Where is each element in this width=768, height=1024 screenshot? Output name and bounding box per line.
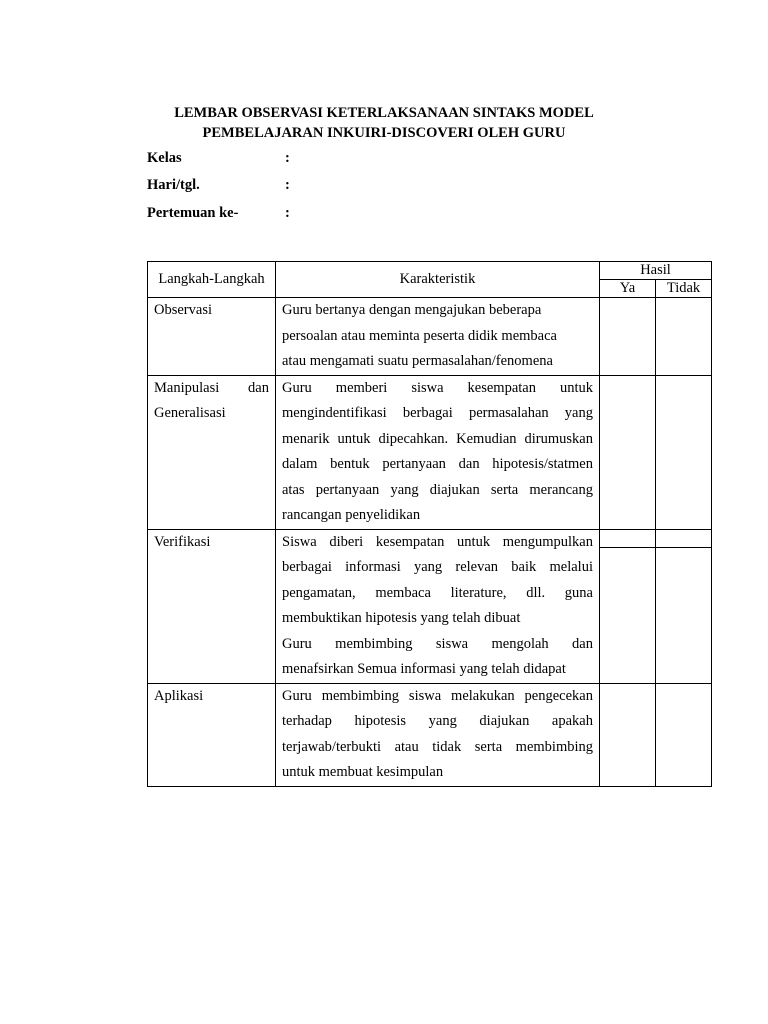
result-no-cell[interactable] — [656, 298, 712, 376]
title-line-1: LEMBAR OBSERVASI KETERLAKSANAAN SINTAKS MODEL — [174, 105, 594, 121]
characteristic-cell — [276, 375, 600, 529]
result-no-cell[interactable] — [656, 683, 712, 786]
char-line: terjawab/terbukti atau tidak serta membimbing — [282, 738, 593, 755]
result-yes-cell[interactable] — [600, 375, 656, 529]
result-subcell — [656, 530, 711, 548]
result-split — [656, 530, 711, 548]
header-steps — [148, 262, 276, 298]
char-line: untuk membuat kesimpulan — [282, 764, 444, 780]
char-line: Guru bertanya dengan mengajukan beberapa — [282, 302, 542, 318]
result-yes-cell[interactable] — [600, 529, 656, 683]
char-line: atau mengamati suatu permasalahan/fenomena — [282, 353, 553, 369]
result-yes-cell[interactable] — [600, 683, 656, 786]
header-row — [148, 262, 712, 280]
step-cell — [148, 683, 276, 786]
field-label: Kelas — [147, 150, 182, 166]
step-line: Observasi — [154, 302, 212, 318]
table-row — [148, 298, 712, 376]
char-line: rancangan penyelidikan — [282, 507, 421, 523]
title-line-2: PEMBELAJARAN INKUIRI-DISCOVERI OLEH GURU — [202, 125, 566, 141]
char-line: terhadap hipotesis yang diajukan apakah — [282, 713, 593, 729]
field-colon: : — [285, 150, 290, 166]
char-line: berbagai informasi yang relevan baik melalui — [282, 559, 593, 575]
char-line: membuktikan hipotesis yang telah dibuat — [282, 610, 521, 626]
header-no: Tidak — [656, 280, 712, 298]
step-line: Aplikasi — [154, 687, 204, 704]
char-line: persoalan atau meminta peserta didik membaca — [282, 327, 557, 344]
char-line: Guru memberi siswa kesempatan untuk — [282, 379, 593, 396]
characteristic-cell — [276, 298, 600, 376]
field-colon: : — [285, 205, 290, 221]
table-row — [148, 375, 712, 529]
char-line: Guru membimbing siswa melakukan pengecekan — [282, 687, 593, 704]
header-steps-label: Langkah-Langkah — [158, 271, 265, 287]
char-line: atas pertanyaan yang diajukan serta merancang — [282, 481, 593, 498]
step-line: Generalisasi — [154, 405, 226, 421]
char-line: dalam bentuk pertanyaan dan hipotesis/statmen — [282, 456, 593, 472]
char-line: menafsirkan Semua informasi yang telah didapat — [282, 661, 566, 677]
header-characteristics-label: Karakteristik — [399, 271, 476, 287]
char-line: Siswa diberi kesempatan untuk mengumpulkan — [282, 533, 593, 550]
table-row — [148, 683, 712, 786]
table-row — [148, 529, 712, 683]
step-line: Manipulasi dan — [154, 379, 269, 396]
step-cell — [148, 375, 276, 529]
field-label: Pertemuan ke- — [147, 205, 239, 221]
characteristic-cell — [276, 683, 600, 786]
char-line: mengindentifikasi berbagai permasalahan yang — [282, 405, 593, 421]
header-result — [600, 262, 712, 280]
header-characteristics — [276, 262, 600, 298]
result-no-cell[interactable] — [656, 529, 712, 683]
char-line: Guru membimbing siswa mengolah dan — [282, 635, 593, 652]
step-cell — [148, 298, 276, 376]
step-line: Verifikasi — [154, 533, 211, 550]
field-label: Hari/tgl. — [147, 177, 200, 193]
document-title — [0, 103, 768, 143]
char-line: menarik untuk dipecahkan. Kemudian dirumuskan — [282, 430, 593, 447]
result-split — [600, 530, 655, 548]
result-no-cell[interactable] — [656, 375, 712, 529]
observation-table — [147, 261, 712, 787]
characteristic-cell — [276, 529, 600, 683]
header-yes: Ya — [600, 280, 656, 298]
result-subcell — [600, 530, 655, 548]
field-colon: : — [285, 177, 290, 193]
step-cell — [148, 529, 276, 683]
header-result-label: Hasil — [640, 262, 671, 278]
char-line: pengamatan, membaca literature, dll. guna — [282, 584, 593, 601]
result-yes-cell[interactable] — [600, 298, 656, 376]
